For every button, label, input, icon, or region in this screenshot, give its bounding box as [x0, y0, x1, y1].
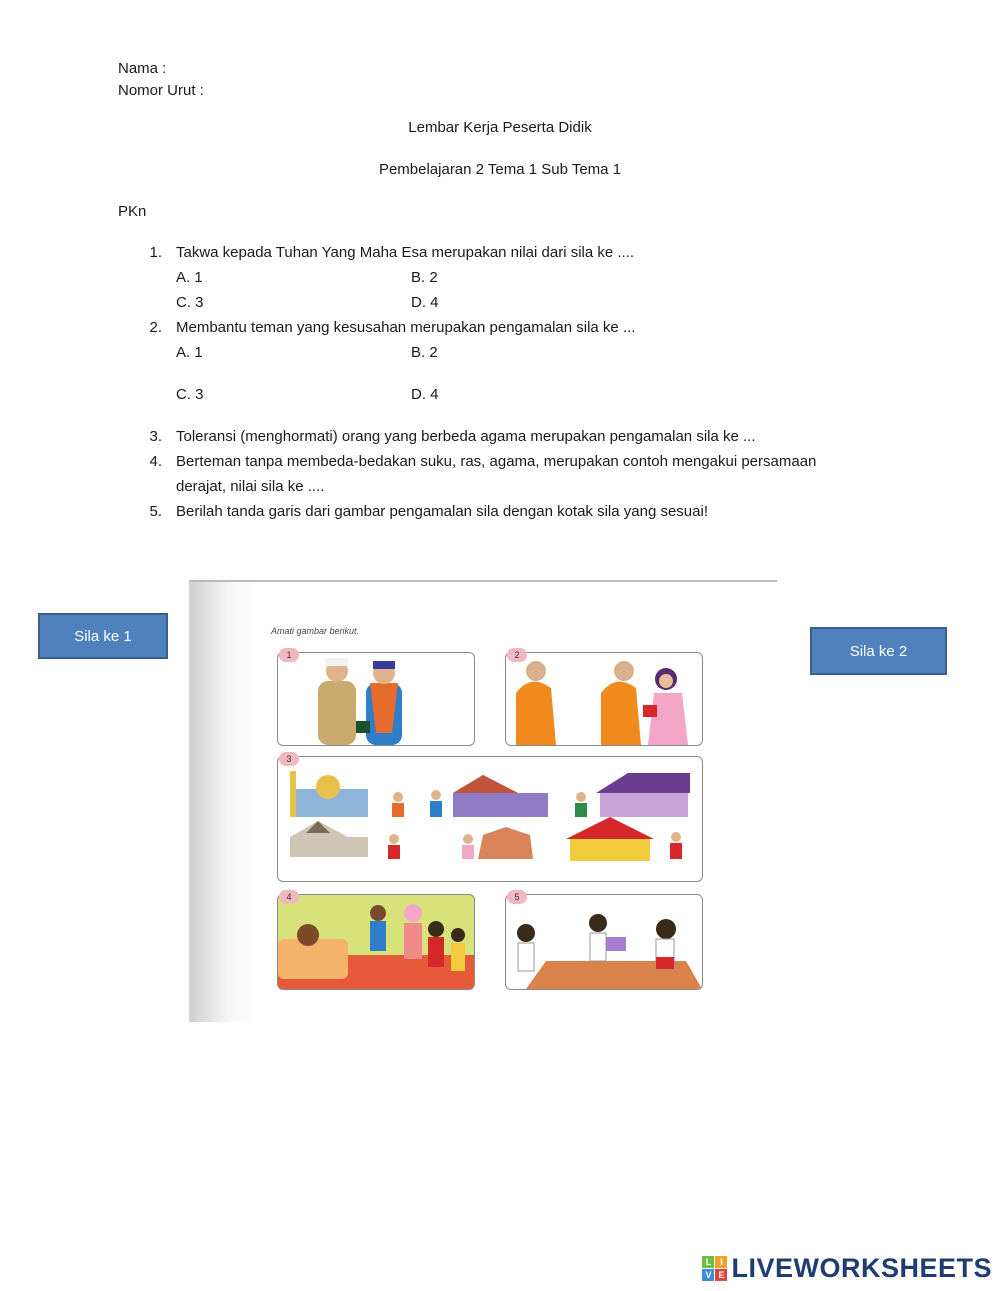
- option-b[interactable]: B. 2: [411, 269, 438, 286]
- panel-number: 4: [279, 890, 299, 904]
- subject-label: PKn: [118, 203, 147, 220]
- logo-mark-icon: L I V E: [702, 1256, 727, 1281]
- liveworksheets-logo: [702, 1253, 992, 1284]
- panel-number: 5: [507, 890, 527, 904]
- question-text: Berilah tanda garis dari gambar pengamalan sila dengan kotak sila yang sesuai!: [176, 503, 708, 520]
- option-c[interactable]: C. 3: [176, 294, 204, 311]
- question-number: 4.: [149, 453, 162, 470]
- discussion-students-icon: [506, 895, 702, 989]
- option-a[interactable]: A. 1: [176, 269, 203, 286]
- question-number: 3.: [149, 428, 162, 445]
- option-b[interactable]: B. 2: [411, 344, 438, 361]
- illustration-picture: [189, 580, 777, 1022]
- panel-number: 1: [279, 648, 299, 662]
- worksheet-subtitle: Pembelajaran 2 Tema 1 Sub Tema 1: [378, 161, 622, 178]
- picture-caption: Amati gambar berikut.: [271, 626, 360, 636]
- question-text: Takwa kepada Tuhan Yang Maha Esa merupakan nilai dari sila ke ....: [176, 244, 635, 261]
- option-c[interactable]: C. 3: [176, 386, 204, 403]
- student-number-label: Nomor Urut :: [118, 82, 204, 99]
- question-number: 2.: [149, 319, 162, 336]
- logo-text: LIVEWORKSHEETS: [731, 1253, 992, 1283]
- option-d[interactable]: D. 4: [411, 386, 439, 403]
- sila-2-box[interactable]: [810, 627, 947, 675]
- question-text: Berteman tanpa membeda-bedakan suku, ras, agama, merupakan contoh mengakui persamaan: [176, 453, 817, 470]
- worksheet-title: Lembar Kerja Peserta Didik: [408, 119, 592, 136]
- option-d[interactable]: D. 4: [411, 294, 439, 311]
- picture-panel-2[interactable]: [505, 652, 703, 746]
- picture-panel-5[interactable]: [505, 894, 703, 990]
- panel-number: 3: [279, 752, 299, 766]
- question-text: Toleransi (menghormati) orang yang berbeda agama merupakan pengamalan sila ke ...: [176, 428, 756, 445]
- picture-panel-1[interactable]: [277, 652, 475, 746]
- name-label: Nama :: [118, 60, 167, 77]
- question-text: Membantu teman yang kesusahan merupakan pengamalan sila ke ...: [176, 319, 636, 336]
- sila-box-label: Sila ke 2: [849, 642, 908, 660]
- places-of-worship-icon: [278, 757, 702, 881]
- question-text-continued: derajat, nilai sila ke ....: [176, 478, 325, 495]
- visiting-sick-friend-icon: [278, 895, 474, 989]
- option-a[interactable]: A. 1: [176, 344, 203, 361]
- monks-and-girl-icon: [506, 653, 702, 745]
- sila-box-label: Sila ke 1: [74, 627, 132, 645]
- question-number: 1.: [149, 244, 162, 261]
- picture-panel-3[interactable]: [277, 756, 703, 882]
- sila-1-box[interactable]: [38, 613, 168, 659]
- worship-people-icon: [278, 653, 474, 745]
- panel-number: 2: [507, 648, 527, 662]
- question-number: 5.: [149, 503, 162, 520]
- picture-panel-4[interactable]: [277, 894, 475, 990]
